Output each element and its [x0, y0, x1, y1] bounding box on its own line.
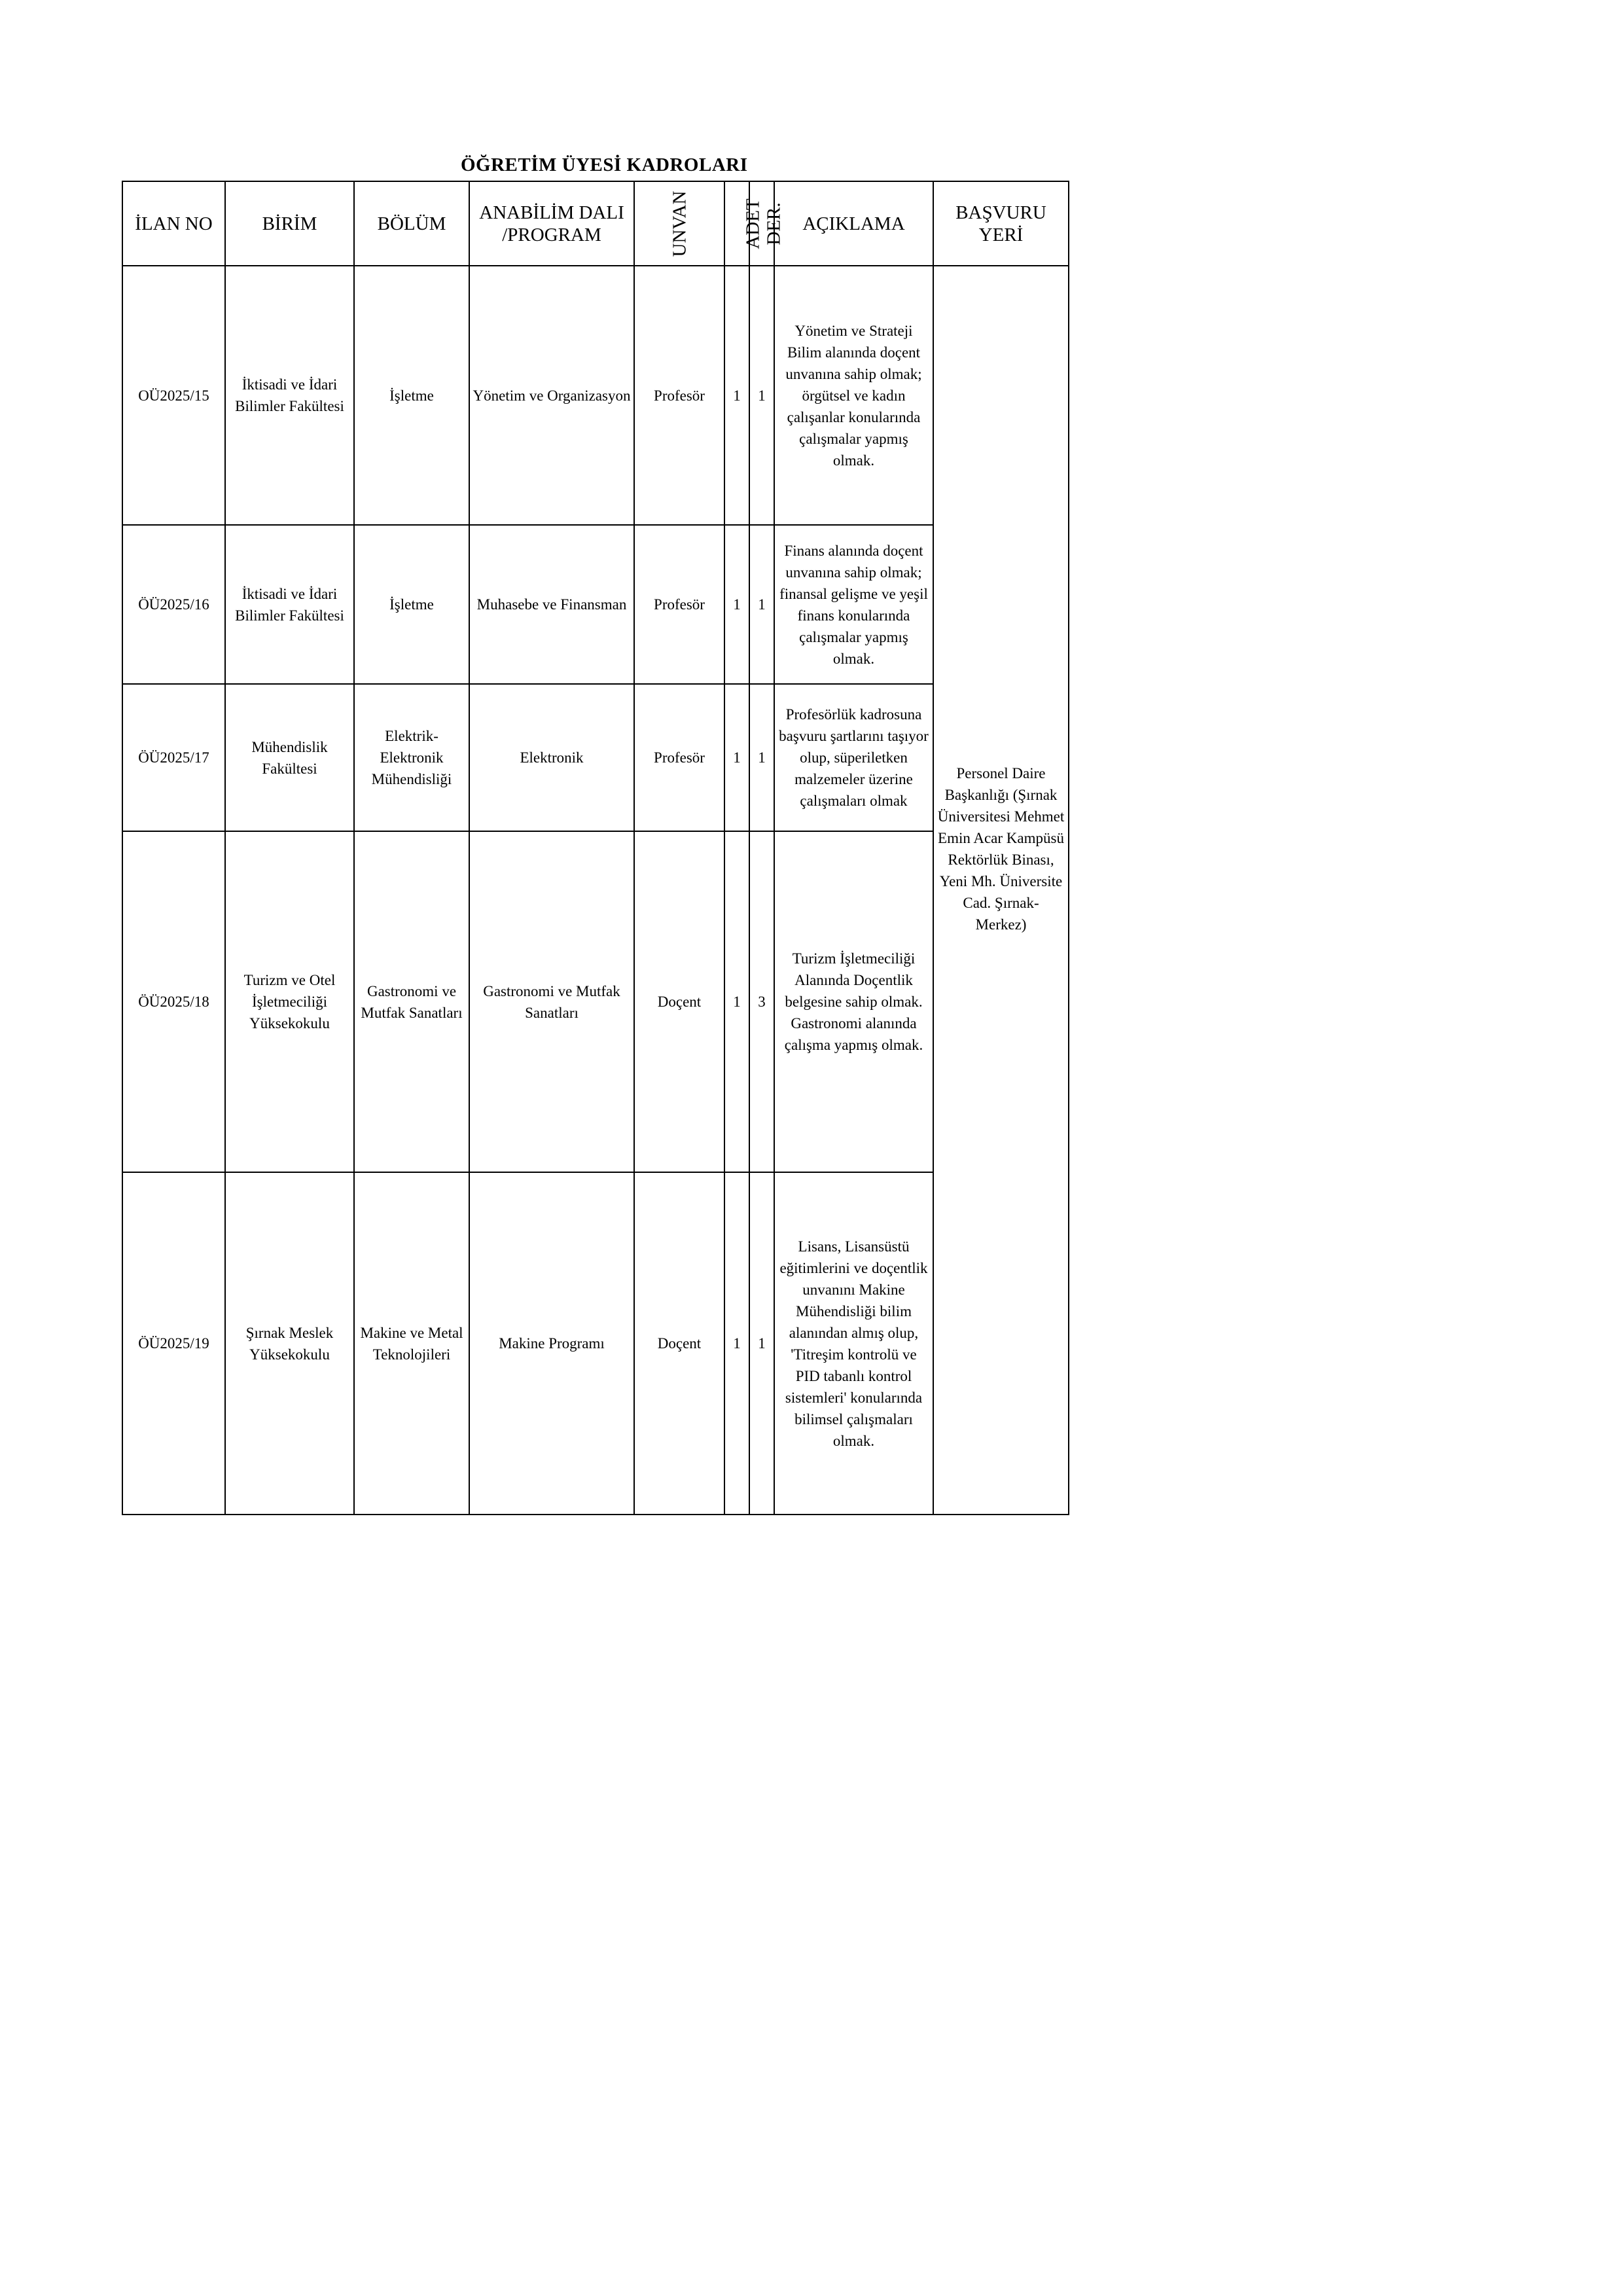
cell-adet: 1: [724, 266, 749, 525]
cell-birim: İktisadi ve İdari Bilimler Fakültesi: [225, 266, 354, 525]
cell-anabilim-dali: Yönetim ve Organizasyon: [469, 266, 634, 525]
table-row: [122, 1172, 1069, 1515]
cell-ilan-no: ÖÜ2025/16: [122, 525, 225, 684]
cell-basvuru-yeri: Personel Daire Başkanlığı (Şırnak Üniversitesi Mehmet Emin Acar Kampüsü Rektörlük Binası, Yeni Mh. Üniversite Cad. Şırnak- Merkez): [933, 525, 1069, 1172]
cell-bolum: Gastronomi ve Mutfak Sanatları: [354, 831, 469, 1172]
cell-ilan-no: OÜ2025/15: [122, 266, 225, 525]
cell-basvuru-empty: [933, 1172, 1069, 1515]
cell-anabilim-dali: Makine Programı: [469, 1172, 634, 1515]
header-adet-cell: [724, 181, 764, 266]
table-row: [122, 266, 1069, 525]
cell-aciklama: Finans alanında doçent unvanına sahip olmak; finansal gelişme ve yeşil finans konularında çalışmalar yapmış olmak.: [774, 525, 933, 684]
cell-adet: 1: [724, 831, 749, 1172]
cell-adet: 1: [724, 525, 749, 684]
cell-adet: 1: [724, 1172, 749, 1515]
cell-unvan: Profesör: [634, 525, 724, 684]
cell-adet: 1: [724, 684, 749, 831]
cell-bolum: İşletme: [354, 266, 469, 525]
cell-anabilim-dali: Muhasebe ve Finansman: [469, 525, 634, 684]
table-row: [122, 525, 1069, 684]
cell-birim: Turizm ve Otel İşletmeciliği Yüksekokulu: [225, 831, 354, 1172]
positions-table: [122, 181, 1069, 1515]
header-aciklama: AÇIKLAMA: [774, 181, 933, 266]
cell-der: 1: [749, 266, 774, 525]
header-basvuru-yeri: BAŞVURU YERİ: [933, 181, 1069, 266]
cell-aciklama: Turizm İşletmeciliği Alanında Doçentlik belgesine sahip olmak. Gastronomi alanında çalışma yapmış olmak.: [774, 831, 933, 1172]
cell-birim: İktisadi ve İdari Bilimler Fakültesi: [225, 525, 354, 684]
cell-ilan-no: ÖÜ2025/18: [122, 831, 225, 1172]
header-unvan-cell: [634, 181, 724, 266]
page-title: ÖĞRETİM ÜYESİ KADROLARI: [461, 154, 748, 175]
header-anabilim-dali: ANABİLİM DALI /PROGRAM: [469, 181, 634, 266]
cell-birim: Şırnak Meslek Yüksekokulu: [225, 1172, 354, 1515]
header-birim: BİRİM: [225, 181, 354, 266]
cell-birim: Mühendislik Fakültesi: [225, 684, 354, 831]
header-adet: ADET: [742, 198, 764, 249]
cell-unvan: Profesör: [634, 684, 724, 831]
cell-ilan-no: ÖÜ2025/19: [122, 1172, 225, 1515]
header-unvan: UNVAN: [668, 190, 690, 257]
cell-bolum: Makine ve Metal Teknolojileri: [354, 1172, 469, 1515]
cell-der: 1: [749, 525, 774, 684]
table-row: [122, 831, 1069, 1172]
header-ilan-no: İLAN NO: [122, 181, 225, 266]
cell-aciklama: Profesörlük kadrosuna başvuru şartlarını taşıyor olup, süperiletken malzemeler üzerine çalışmaları olmak: [774, 684, 933, 831]
table-row: [122, 684, 1069, 831]
header-der: DER.: [763, 202, 785, 245]
cell-anabilim-dali: Gastronomi ve Mutfak Sanatları: [469, 831, 634, 1172]
cell-unvan: Doçent: [634, 1172, 724, 1515]
header-bolum: BÖLÜM: [354, 181, 469, 266]
cell-unvan: Doçent: [634, 831, 724, 1172]
cell-unvan: Profesör: [634, 266, 724, 525]
cell-der: 1: [749, 1172, 774, 1515]
cell-aciklama: Lisans, Lisansüstü eğitimlerini ve doçentlik unvanını Makine Mühendisliği bilim alanından almış olup, 'Titreşim kontrolü ve PID tabanlı kontrol sistemleri' konularında bilimsel çalışmaları olmak.: [774, 1172, 933, 1515]
cell-anabilim-dali: Elektronik: [469, 684, 634, 831]
cell-basvuru-empty: [933, 266, 1069, 525]
cell-aciklama: Yönetim ve Strateji Bilim alanında doçent unvanına sahip olmak; örgütsel ve kadın çalışanlar konularında çalışmalar yapmış olmak.: [774, 266, 933, 525]
cell-der: 1: [749, 684, 774, 831]
header-row: [122, 181, 1069, 266]
cell-bolum: İşletme: [354, 525, 469, 684]
cell-der: 3: [749, 831, 774, 1172]
cell-bolum: Elektrik-Elektronik Mühendisliği: [354, 684, 469, 831]
cell-ilan-no: ÖÜ2025/17: [122, 684, 225, 831]
